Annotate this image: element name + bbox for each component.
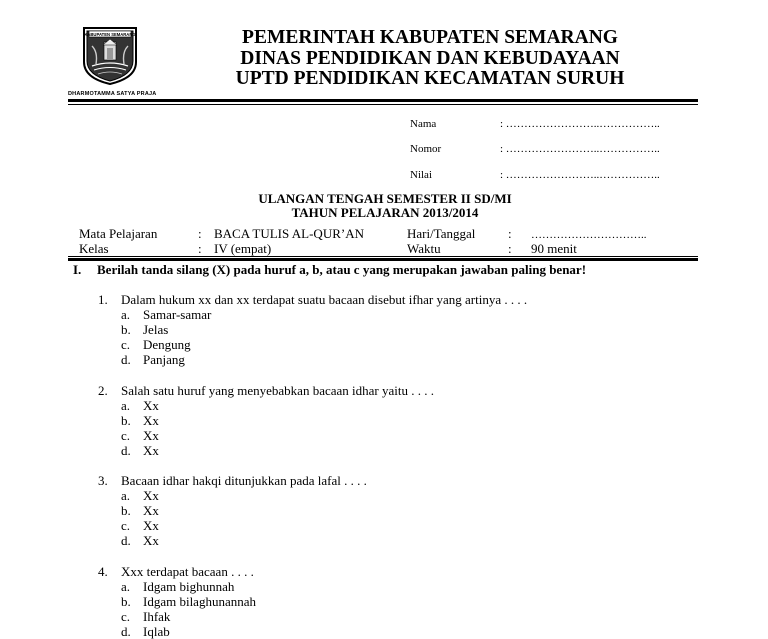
question-text: Salah satu huruf yang menyebabkan bacaan idhar yaitu . . . . [121, 383, 434, 398]
time-label: Waktu [407, 241, 441, 256]
question-number: 4. [98, 564, 108, 579]
question-text: Bacaan idhar hakqi ditunjukkan pada lafal . . . . [121, 473, 367, 488]
option-letter: b. [121, 322, 131, 337]
question-number: 2. [98, 383, 108, 398]
letterhead-line-2: DINAS PENDIDIKAN DAN KEBUDAYAAN [240, 48, 620, 69]
option-text[interactable]: Xx [143, 503, 159, 518]
letterhead-rule-thick [68, 99, 698, 102]
option-text[interactable]: Dengung [143, 337, 191, 352]
option-text[interactable]: Ihfak [143, 609, 171, 624]
name-label: Nama [410, 118, 437, 130]
date-label: Hari/Tanggal [407, 226, 476, 241]
option-letter: a. [121, 579, 131, 594]
option-text[interactable]: Xx [143, 518, 159, 533]
question-number: 1. [98, 292, 108, 307]
time-colon: : [508, 241, 512, 256]
option-letter: c. [121, 609, 131, 624]
option-text[interactable]: Jelas [143, 322, 169, 337]
subject-label: Mata Pelajaran [79, 226, 158, 241]
option-text[interactable]: Xx [143, 428, 159, 443]
name-field[interactable]: : ……………………..…………….. [500, 118, 660, 130]
question-text: Xxx terdapat bacaan . . . . [121, 564, 254, 579]
regency-logo [82, 26, 138, 86]
option-text[interactable]: Idgam bighunnah [143, 579, 235, 594]
letterhead-rule-thin [68, 104, 698, 105]
date-value[interactable]: ………………………….. [531, 229, 647, 241]
option-letter: a. [121, 398, 131, 413]
option-text[interactable]: Samar-samar [143, 307, 212, 322]
option-text[interactable]: Idgam bilaghunannah [143, 594, 256, 609]
option-letter: b. [121, 594, 131, 609]
letterhead-line-1: PEMERINTAH KABUPATEN SEMARANG [242, 27, 618, 48]
option-letter: d. [121, 533, 131, 548]
option-letter: a. [121, 488, 131, 503]
option-letter: c. [121, 428, 131, 443]
logo-banner-text: KABUPATEN SEMARANG [84, 31, 136, 37]
class-value: IV (empat) [214, 241, 272, 256]
question-text: Dalam hukum xx dan xx terdapat suatu bacaan disebut ifhar yang artinya . . . . [121, 292, 528, 307]
info-rule-thin [68, 256, 698, 257]
option-text[interactable]: Xx [143, 413, 159, 428]
option-letter: c. [121, 337, 131, 352]
subject-value: BACA TULIS AL-QUR’AN [214, 226, 364, 241]
option-letter: b. [121, 413, 131, 428]
score-label: Nilai [410, 169, 432, 181]
exam-year: TAHUN PELAJARAN 2013/2014 [291, 205, 479, 220]
class-label: Kelas [79, 241, 109, 256]
option-text[interactable]: Panjang [143, 352, 185, 367]
option-text[interactable]: Iqlab [143, 624, 170, 639]
option-letter: a. [121, 307, 131, 322]
option-letter: d. [121, 352, 131, 367]
option-letter: c. [121, 518, 131, 533]
exam-title: ULANGAN TENGAH SEMESTER II SD/MI [258, 191, 512, 206]
option-text[interactable]: Xx [143, 398, 159, 413]
option-text[interactable]: Xx [143, 443, 159, 458]
info-rule-thick [68, 258, 698, 261]
time-value: 90 menit [531, 241, 577, 256]
class-colon: : [198, 241, 202, 256]
logo-motto: DHARMOTAMMA SATYA PRAJA [68, 91, 157, 97]
number-field[interactable]: : ……………………..…………….. [500, 143, 660, 155]
option-text[interactable]: Xx [143, 488, 159, 503]
option-letter: d. [121, 443, 131, 458]
option-text[interactable]: Xx [143, 533, 159, 548]
subject-colon: : [198, 226, 202, 241]
date-colon: : [508, 226, 512, 241]
letterhead-line-3: UPTD PENDIDIKAN KECAMATAN SURUH [235, 68, 625, 89]
number-label: Nomor [410, 143, 442, 155]
score-field[interactable]: : ……………………..…………….. [500, 169, 660, 181]
section-number: I. [73, 262, 82, 277]
option-letter: d. [121, 624, 131, 639]
option-letter: b. [121, 503, 131, 518]
section-instruction: Berilah tanda silang (X) pada huruf a, b, atau c yang merupakan jawaban paling benar! [97, 262, 587, 277]
question-number: 3. [98, 473, 108, 488]
